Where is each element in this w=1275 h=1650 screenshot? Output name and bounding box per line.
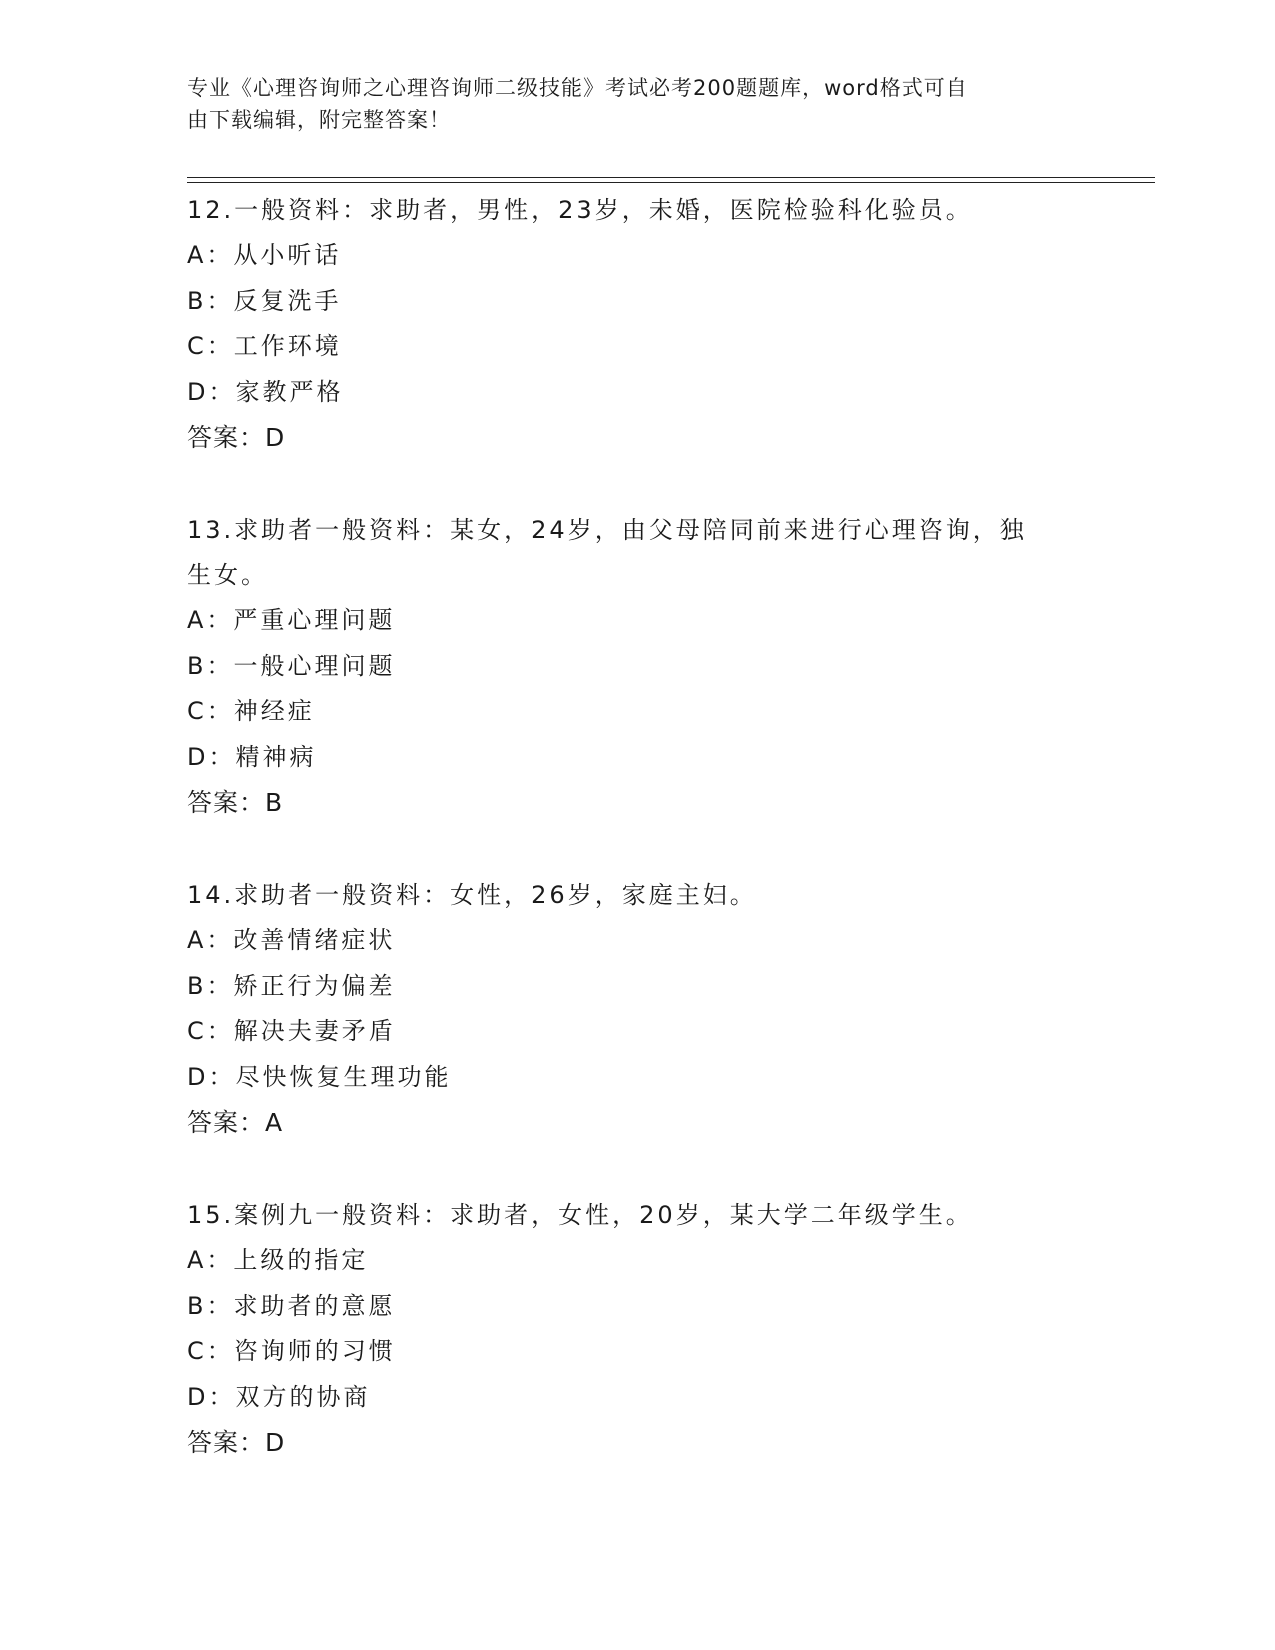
header-divider-bottom: [187, 182, 1155, 183]
header-line-2: 由下载编辑，附完整答案！: [187, 108, 451, 132]
option-a: A：严重心理问题: [187, 606, 396, 634]
option-a: A：上级的指定: [187, 1246, 369, 1274]
option-c: C：解决夫妻矛盾: [187, 1017, 396, 1045]
option-c: C：工作环境: [187, 332, 342, 360]
header-line-1: 专业《心理咨询师之心理咨询师二级技能》考试必考200题题库，word格式可自: [187, 76, 968, 100]
option-d: D：精神病: [187, 742, 317, 771]
question-stem: 12.一般资料：求助者，男性，23岁，未婚，医院检验科化验员。: [187, 196, 973, 224]
option-a: A：改善情绪症状: [187, 926, 396, 954]
question-stem-continued: 生女。: [187, 561, 268, 589]
answer: 答案：A: [187, 1108, 284, 1137]
question-stem: 14.求助者一般资料：女性，26岁，家庭主妇。: [187, 881, 757, 909]
option-d: D：尽快恢复生理功能: [187, 1062, 452, 1091]
option-c: C：神经症: [187, 697, 315, 725]
question-list: [187, 188, 1087, 1513]
question-14: [187, 873, 1087, 1146]
option-c: C：咨询师的习惯: [187, 1337, 396, 1365]
option-d: D：双方的协商: [187, 1382, 371, 1411]
option-d: D：家教严格: [187, 377, 344, 406]
option-b: B：反复洗手: [187, 286, 342, 315]
question-stem: 15.案例九一般资料：求助者，女性，20岁，某大学二年级学生。: [187, 1201, 973, 1229]
answer: 答案：D: [187, 1428, 286, 1457]
answer: 答案：D: [187, 423, 286, 452]
option-b: B：矫正行为偏差: [187, 971, 396, 1000]
header-divider-top: [187, 177, 1155, 178]
answer: 答案：B: [187, 788, 284, 817]
question-stem: 13.求助者一般资料：某女，24岁，由父母陪同前来进行心理咨询，独: [187, 516, 1027, 544]
option-b: B：一般心理问题: [187, 651, 396, 680]
option-b: B：求助者的意愿: [187, 1291, 396, 1320]
document-header: [187, 72, 1067, 136]
option-a: A：从小听话: [187, 241, 342, 269]
question-13: [187, 508, 1087, 826]
question-15: [187, 1193, 1087, 1466]
question-12: [187, 188, 1087, 461]
